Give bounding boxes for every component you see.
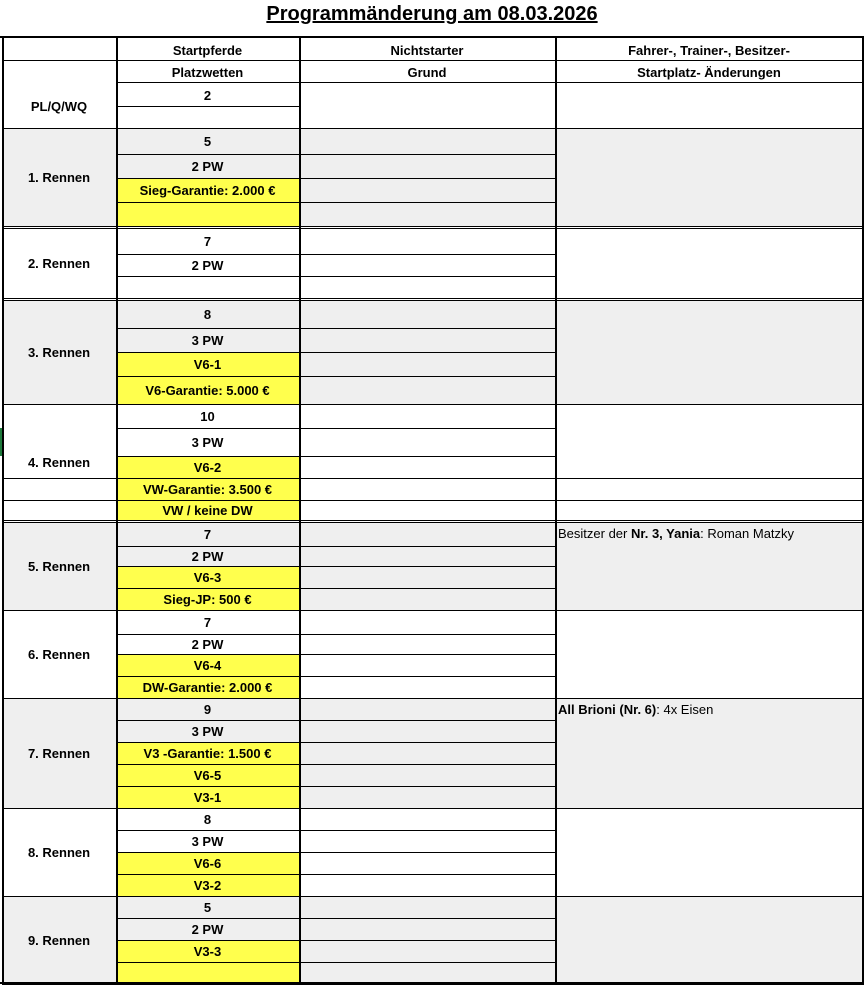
nonstarter-cell <box>299 808 555 830</box>
change-detail: : Roman Matzky <box>700 526 795 541</box>
nonstarter-cell <box>299 874 555 896</box>
nonstarter-cell <box>299 128 555 154</box>
nonstarter-cell <box>299 254 555 276</box>
race-entry-cell: V3-3 <box>116 940 299 962</box>
race-entry-cell: 5 <box>116 128 299 154</box>
grid-line <box>116 720 556 721</box>
nonstarter-cell <box>299 352 555 376</box>
race-entry-cell: 2 PW <box>191 636 224 652</box>
race-entry-cell: 9 <box>116 698 299 720</box>
nonstarter-cell <box>299 676 555 698</box>
grid-line <box>116 36 118 984</box>
race-entry-cell: 7 <box>116 522 299 546</box>
grid-line <box>2 60 864 61</box>
race-entry-cell <box>116 276 299 298</box>
race-entry-cell: V3-2 <box>116 874 299 896</box>
grid-line <box>116 940 556 941</box>
race-entry-cell: V6-Garantie: 5.000 € <box>116 376 299 404</box>
nonstarter-cell <box>299 654 555 676</box>
race-entry-cell: 3 PW <box>116 720 299 742</box>
change-subject: Nr. 3, Yania <box>630 526 701 541</box>
race-label: 2. Rennen <box>27 255 91 271</box>
race-entry-cell: 8 <box>116 300 299 328</box>
grid-line <box>116 202 556 203</box>
nonstarter-cell <box>299 500 555 520</box>
race-entry-cell: Sieg-JP: 500 € <box>116 588 299 610</box>
nonstarter-cell <box>299 154 555 178</box>
grid-line <box>116 478 556 479</box>
nonstarter-cell <box>299 546 555 566</box>
race-entry-cell: V6-1 <box>116 352 299 376</box>
grid-line <box>2 298 864 299</box>
nonstarter-cell <box>299 962 555 984</box>
race-label: 9. Rennen <box>2 896 116 984</box>
header-changes-line1: Fahrer-, Trainer-, Besitzer- <box>628 42 790 58</box>
race-entry-cell: 2 PW <box>116 918 299 940</box>
race-label: 4. Rennen <box>27 454 91 470</box>
nonstarter-cell <box>299 376 555 404</box>
nonstarter-cell <box>299 276 555 298</box>
grid-line <box>2 520 864 521</box>
nonstarter-cell <box>299 764 555 786</box>
grid-line <box>2 896 864 897</box>
race-entry-cell: 8 <box>203 811 212 827</box>
grid-line <box>2 522 864 523</box>
grid-line <box>2 128 864 129</box>
grid-line <box>116 764 556 765</box>
race-label: 8. Rennen <box>27 844 91 860</box>
grid-line <box>555 36 557 984</box>
race-entry-cell: 3 PW <box>191 434 224 450</box>
race-entry-cell: 3 PW <box>191 833 224 849</box>
race-entry-cell: VW-Garantie: 3.500 € <box>116 478 299 500</box>
nonstarter-cell <box>299 228 555 254</box>
race-label: 7. Rennen <box>2 698 116 808</box>
race-entry-cell: V6-2 <box>116 456 299 478</box>
race-entry-cell: V6-5 <box>116 764 299 786</box>
grid-line <box>0 36 864 38</box>
grid-line <box>116 546 556 547</box>
nonstarter-cell <box>299 456 555 478</box>
change-detail: : 4x Eisen <box>656 702 714 717</box>
grid-line <box>116 154 556 155</box>
grid-line <box>116 106 300 107</box>
grid-line <box>2 300 864 301</box>
race-label: 1. Rennen <box>2 128 116 226</box>
nonstarter-cell <box>299 300 555 328</box>
race-entry-cell: V3 -Garantie: 1.500 € <box>116 742 299 764</box>
grid-line <box>2 500 117 501</box>
nonstarter-cell <box>299 178 555 202</box>
nonstarter-cell <box>299 742 555 764</box>
grid-line <box>116 376 556 377</box>
nonstarter-cell <box>299 202 555 226</box>
nonstarter-cell <box>299 896 555 918</box>
nonstarter-cell <box>299 566 555 588</box>
nonstarter-cell <box>299 634 555 654</box>
race-entry-cell: 7 <box>203 233 212 249</box>
race-changes <box>555 128 863 226</box>
race-changes <box>555 228 863 298</box>
grid-line <box>116 276 556 277</box>
race-changes <box>555 300 863 404</box>
header-startpferde: Startpferde <box>172 42 243 58</box>
grid-line <box>2 610 864 611</box>
grid-line <box>116 852 556 853</box>
grid-line <box>116 352 556 353</box>
grid-line <box>2 226 864 227</box>
grid-line <box>2 36 4 984</box>
pq-label: PL/Q/WQ <box>30 98 88 114</box>
grid-line <box>116 918 556 919</box>
race-entry-cell: 7 <box>203 614 212 630</box>
grid-line <box>116 742 556 743</box>
nonstarter-cell <box>299 830 555 852</box>
grid-line <box>116 786 556 787</box>
header-platzwetten: Platzwetten <box>171 64 244 80</box>
change-prefix: Besitzer der <box>558 526 631 541</box>
change-subject: All Brioni (Nr. 6) <box>558 702 657 717</box>
grid-line <box>555 500 864 501</box>
race-entry-cell: V6-3 <box>116 566 299 588</box>
race-changes <box>555 404 863 520</box>
grid-line <box>299 36 301 984</box>
race-entry-cell: 3 PW <box>116 328 299 352</box>
nonstarter-cell <box>299 720 555 742</box>
nonstarter-cell <box>299 940 555 962</box>
grid-line <box>2 404 864 405</box>
race-label: 3. Rennen <box>2 300 116 404</box>
header-nichtstarter: Nichtstarter <box>390 42 464 58</box>
grid-line <box>116 654 556 655</box>
race-changes <box>555 698 863 808</box>
grid-line <box>2 228 864 229</box>
race-entry-cell: VW / keine DW <box>116 500 299 520</box>
grid-line <box>2 698 864 699</box>
nonstarter-cell <box>299 522 555 546</box>
race-label: 6. Rennen <box>27 646 91 662</box>
grid-line <box>116 82 864 83</box>
race-entry-cell: 2 PW <box>116 546 299 566</box>
race-changes <box>555 522 863 610</box>
nonstarter-cell <box>299 918 555 940</box>
race-entry-cell: 2 PW <box>191 257 224 273</box>
nonstarter-cell <box>299 698 555 720</box>
grid-line <box>116 676 556 677</box>
race-entry-cell: V6-6 <box>116 852 299 874</box>
race-changes <box>555 808 863 896</box>
race-entry-cell: Sieg-Garantie: 2.000 € <box>116 178 299 202</box>
grid-line <box>116 254 556 255</box>
race-entry-cell: V6-4 <box>116 654 299 676</box>
race-entry-cell: 10 <box>200 408 215 424</box>
race-entry-cell: 2 PW <box>116 154 299 178</box>
grid-line <box>116 634 556 635</box>
nonstarter-cell <box>299 786 555 808</box>
grid-line <box>116 588 556 589</box>
race-entry-cell <box>116 202 299 226</box>
grid-line <box>2 478 117 479</box>
nonstarter-cell <box>299 428 555 456</box>
grid-line <box>116 500 556 501</box>
race-entry-cell <box>116 962 299 984</box>
nonstarter-cell <box>299 328 555 352</box>
pq-value: 2 <box>203 87 212 103</box>
grid-line <box>116 962 556 963</box>
grid-line <box>116 328 556 329</box>
race-entry-cell: V3-1 <box>116 786 299 808</box>
grid-line <box>116 456 556 457</box>
nonstarter-cell <box>299 852 555 874</box>
race-entry-cell: DW-Garantie: 2.000 € <box>116 676 299 698</box>
race-changes <box>555 896 863 984</box>
nonstarter-cell <box>299 404 555 428</box>
grid-line <box>555 478 864 479</box>
header-grund: Grund <box>407 64 447 80</box>
grid-line <box>116 566 556 567</box>
race-label: 5. Rennen <box>2 522 116 610</box>
grid-line <box>2 808 864 809</box>
page-title: Programmänderung am 08.03.2026 <box>266 3 598 25</box>
nonstarter-cell <box>299 610 555 634</box>
nonstarter-cell <box>299 478 555 500</box>
race-changes <box>555 610 863 698</box>
grid-line <box>116 428 556 429</box>
grid-line <box>116 830 556 831</box>
header-changes-line2: Startplatz- Änderungen <box>637 64 781 80</box>
nonstarter-cell <box>299 588 555 610</box>
grid-line <box>116 178 556 179</box>
grid-line <box>116 874 556 875</box>
race-entry-cell: 5 <box>116 896 299 918</box>
